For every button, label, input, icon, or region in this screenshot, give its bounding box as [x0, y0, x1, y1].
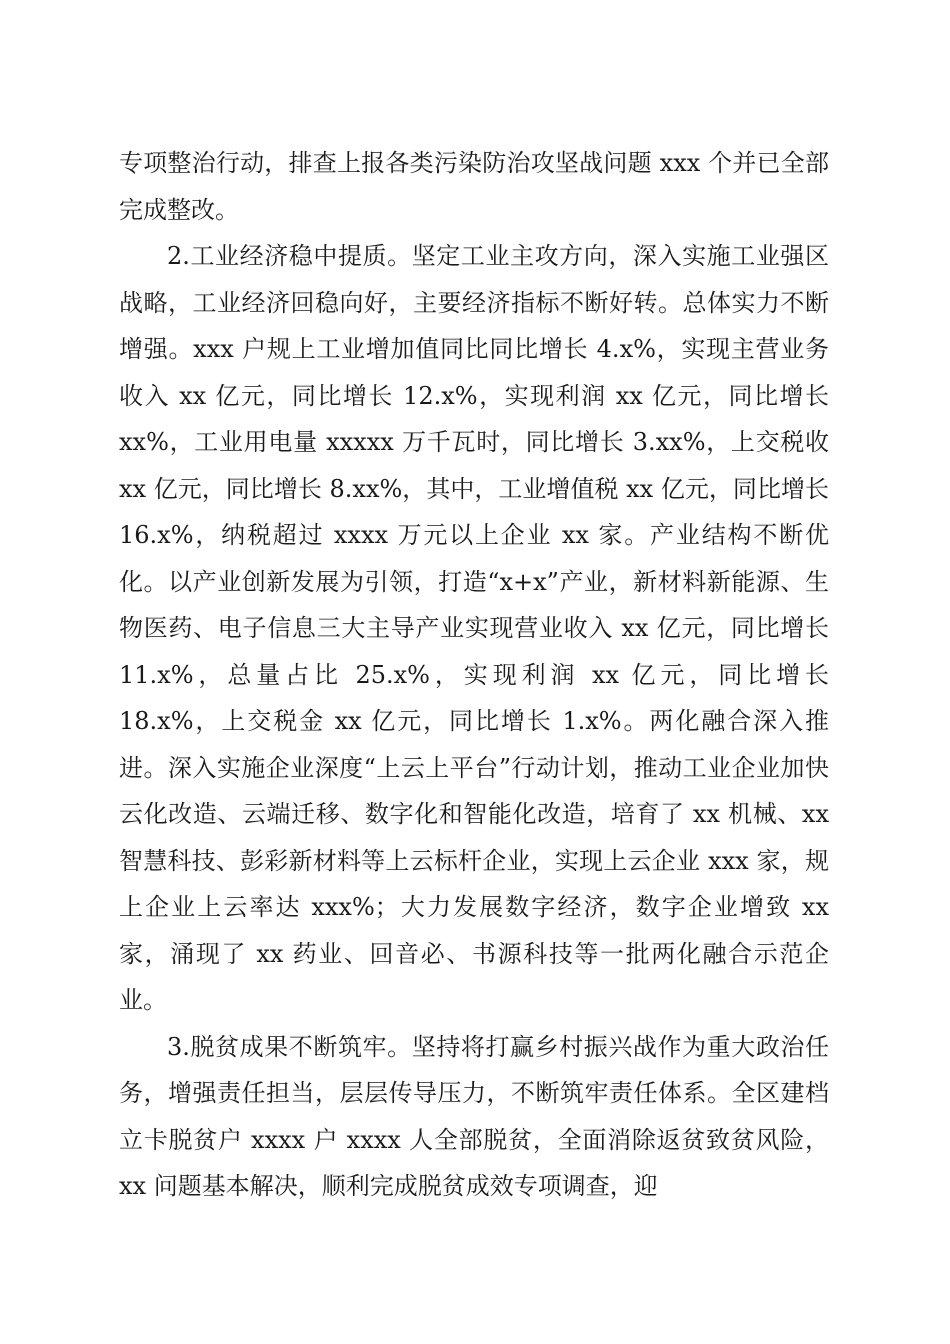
document-body [119, 140, 829, 1210]
paragraph-continuation: 专项整治行动，排查上报各类污染防治攻坚战问题 xxx 个并已全部完成整改。 [119, 149, 829, 224]
paragraph-poverty-alleviation: 3.脱贫成果不断筑牢。坚持将打赢乡村振兴战作为重大政治任务，增强责任担当，层层传导压力，不断筑牢责任体系。全区建档立卡脱贫户 xxxx 户 xxxx 人全部脱贫，全面消除返贫致贫风险，xx 问题基本解决，顺利完成脱贫成效专项调查，迎 [119, 1032, 829, 1200]
paragraph-industrial-economy: 2.工业经济稳中提质。坚定工业主攻方向，深入实施工业强区战略，工业经济回稳向好，主要经济指标不断好转。总体实力不断增强。xxx 户规上工业增加值同比同比增长 4.x%，实现主营业务收入 xx 亿元，同比增长 12.x%，实现利润 xx 亿元，同比增长 xx%，工业用电量 xxxxx 万千瓦时，同比增长 3.xx%，上交税收 xx 亿元，同比增长 8.xx%，其中，工业增值税 xx 亿元，同比增长 16.x%，纳税超过 xxxx 万元以上企业 xx 家。产业结构不断优化。以产业创新发展为引领，打造“x+x”产业，新材料新能源、生物医药、电子信息三大主导产业实现营业收入 xx 亿元，同比增长 11.x%，总量占比 25.x%，实现利润 xx 亿元，同比增长 18.x%，上交税金 xx 亿元，同比增长 1.x%。两化融合深入推进。深入实施企业深度“上云上平台”行动计划，推动工业企业加快云化改造、云端迁移、数字化和智能化改造，培育了 xx 机械、xx 智慧科技、彭彩新材料等上云标杆企业，实现上云企业 xxx 家，规上企业上云率达 xxx%；大力发展数字经济，数字企业增致 xx 家，涌现了 xx 药业、回音必、书源科技等一批两化融合示范企业。 [119, 242, 829, 1014]
